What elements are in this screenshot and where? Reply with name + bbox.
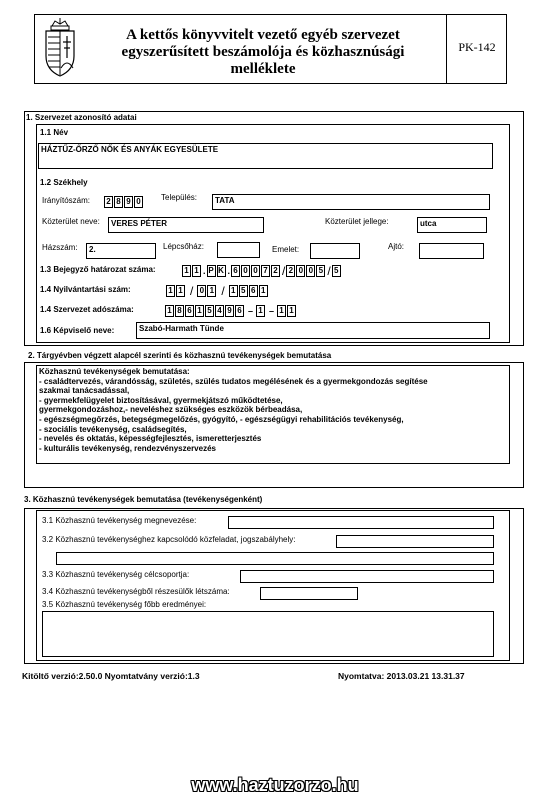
postal-digit[interactable]: 0 bbox=[134, 196, 143, 208]
tax-number-label: 1.4 Szervezet adószáma: bbox=[40, 305, 134, 314]
street-name-field[interactable] bbox=[108, 217, 264, 233]
tax-digit[interactable]: 1 bbox=[165, 305, 174, 317]
registration-char[interactable]: 5 bbox=[316, 265, 325, 277]
tax-digit[interactable]: 5 bbox=[205, 305, 214, 317]
registration-char[interactable]: 1 bbox=[192, 265, 201, 277]
activities-text-area[interactable] bbox=[36, 365, 510, 464]
section3-title: 3. Közhasznú tevékenységek bemutatása (tevékenységenként) bbox=[24, 495, 263, 504]
activity-line: gyermekgondozáshoz,- neveléshez szükséges eszközök bérbeadása, bbox=[39, 405, 303, 415]
tax-digit[interactable]: 6 bbox=[235, 305, 244, 317]
street-type-field[interactable] bbox=[417, 217, 487, 233]
beneficiaries-field[interactable] bbox=[260, 587, 358, 600]
registration-char[interactable]: 1 bbox=[182, 265, 191, 277]
activity-name-field[interactable] bbox=[228, 516, 494, 529]
tax-number-cells bbox=[165, 305, 297, 317]
stairwell-label: Lépcsőház: bbox=[163, 242, 204, 251]
target-group-field[interactable] bbox=[240, 570, 494, 583]
separator-slash: / bbox=[282, 264, 286, 278]
activity-line: - családtervezés, várandósság, születés, szülés tudatos megélésének és a gyermekgondozás segítése bbox=[39, 376, 428, 386]
register-digit[interactable]: 1 bbox=[229, 285, 238, 297]
street-name-label: Közterület neve: bbox=[42, 217, 100, 226]
floor-field[interactable] bbox=[310, 243, 360, 259]
registration-char[interactable]: 5 bbox=[332, 265, 341, 277]
tax-digit[interactable]: 4 bbox=[215, 305, 224, 317]
register-digit[interactable]: 5 bbox=[239, 285, 248, 297]
tax-digit[interactable]: 6 bbox=[185, 305, 194, 317]
registration-char[interactable]: 2 bbox=[286, 265, 295, 277]
target-group-label: 3.3 Közhasznú tevékenység célcsoportja: bbox=[42, 570, 190, 579]
postal-code-label: Irányítószám: bbox=[42, 196, 91, 205]
beneficiaries-label: 3.4 Közhasznú tevékenységből részesülők létszáma: bbox=[42, 587, 230, 596]
postal-code-cells bbox=[104, 196, 144, 208]
registration-char[interactable]: 0 bbox=[306, 265, 315, 277]
tax-digit[interactable]: 1 bbox=[287, 305, 296, 317]
tax-digit[interactable]: 9 bbox=[225, 305, 234, 317]
tax-digit[interactable]: 8 bbox=[175, 305, 184, 317]
registration-char[interactable]: K bbox=[218, 266, 224, 275]
form-title bbox=[88, 27, 438, 78]
separator-dot: . bbox=[203, 266, 206, 276]
city-label: Település: bbox=[161, 193, 198, 202]
house-number-label: Házszám: bbox=[42, 243, 78, 252]
postal-digit[interactable]: 2 bbox=[104, 196, 113, 208]
version-info: Kitöltő verzió:2.50.0 Nyomtatvány verzió:1.3 bbox=[22, 671, 200, 681]
registration-char[interactable]: 0 bbox=[251, 265, 260, 277]
house-number-value: 2. bbox=[89, 245, 96, 254]
activity-line: - szociális tevékenység, családsegítés, bbox=[39, 424, 187, 434]
street-name-value: VERES PÉTER bbox=[111, 219, 168, 228]
separator-slash: / bbox=[327, 264, 331, 278]
form-title-line1: A kettős könyvvitelt vezető egyéb szervezet bbox=[126, 27, 400, 43]
registration-char[interactable]: 0 bbox=[296, 265, 305, 277]
representative-value: Szabó-Harmath Tünde bbox=[139, 324, 224, 333]
section1-title: 1. Szervezet azonosító adatai bbox=[26, 113, 137, 122]
separator-slash: / bbox=[221, 284, 225, 298]
register-digit[interactable]: 1 bbox=[166, 285, 175, 297]
tax-digit[interactable]: 1 bbox=[277, 305, 286, 317]
results-field[interactable] bbox=[42, 611, 494, 657]
public-task-field[interactable] bbox=[336, 535, 494, 548]
register-number-label: 1.4 Nyilvántartási szám: bbox=[40, 285, 131, 294]
seat-label: 1.2 Székhely bbox=[40, 178, 88, 187]
register-digit[interactable]: 0 bbox=[197, 285, 206, 297]
registration-label: 1.3 Bejegyző határozat száma: bbox=[40, 265, 156, 274]
door-field[interactable] bbox=[419, 243, 484, 259]
register-digit[interactable]: 1 bbox=[207, 285, 216, 297]
tax-digit[interactable]: 1 bbox=[195, 305, 204, 317]
website-watermark[interactable]: www.haztuzorzo.hu bbox=[191, 775, 359, 795]
register-number-cells bbox=[166, 285, 269, 297]
section2-title: 2. Tárgyévben végzett alapcél szerinti és közhasznú tevékenységek bemutatása bbox=[28, 351, 332, 360]
name-label: 1.1 Név bbox=[40, 128, 69, 137]
separator-dash: – bbox=[248, 306, 254, 316]
registration-char[interactable]: 0 bbox=[241, 265, 250, 277]
tax-digit[interactable]: 1 bbox=[256, 305, 265, 317]
registration-char[interactable]: 6 bbox=[231, 265, 240, 277]
register-digit[interactable]: 1 bbox=[176, 285, 185, 297]
activity-line: - nevelés és oktatás, képességfejlesztés, ismeretterjesztés bbox=[39, 434, 262, 444]
form-code: PK-142 bbox=[458, 40, 496, 54]
separator-dot: . bbox=[227, 266, 231, 276]
registration-char[interactable]: 2 bbox=[271, 265, 280, 277]
city-field[interactable] bbox=[212, 194, 490, 210]
results-label: 3.5 Közhasznú tevékenység főbb eredményei: bbox=[42, 600, 207, 609]
organization-name-field[interactable] bbox=[38, 143, 493, 169]
registration-char[interactable]: P bbox=[208, 266, 214, 275]
activity-line: - egészségmegőrzés, betegségmegelőzés, gyógyító, - egészségügyi rehabilitációs tevékenység, bbox=[39, 414, 404, 424]
registration-number-cells bbox=[182, 265, 342, 277]
floor-label: Emelet: bbox=[272, 245, 300, 254]
print-timestamp: Nyomtatva: 2013.03.21 13.31.37 bbox=[338, 671, 465, 681]
public-task-label: 3.2 Közhasznú tevékenységhez kapcsolódó közfeladat, jogszabályhely: bbox=[42, 535, 296, 544]
activity-line: - gyermekfelügyelet biztosításával, gyermekjátszó működtetése, bbox=[39, 395, 283, 405]
form-title-line2: egyszerűsített beszámolója és közhasznúsági melléklete bbox=[121, 44, 405, 77]
register-digit[interactable]: 6 bbox=[249, 285, 258, 297]
register-digit[interactable]: 1 bbox=[259, 285, 268, 297]
city-value: TATA bbox=[215, 196, 235, 205]
activity-line: - kulturális tevékenység, rendezvényszervezés bbox=[39, 443, 216, 453]
postal-digit[interactable]: 9 bbox=[124, 196, 133, 208]
coat-of-arms-icon bbox=[40, 18, 80, 80]
street-type-value: utca bbox=[420, 219, 437, 228]
representative-field[interactable] bbox=[136, 322, 490, 339]
activity-name-label: 3.1 Közhasznú tevékenység megnevezése: bbox=[42, 516, 197, 525]
registration-char[interactable]: 7 bbox=[261, 265, 270, 277]
activity-line: Közhasznú tevékenységek bemutatása: bbox=[39, 367, 190, 376]
door-label: Ajtó: bbox=[388, 242, 405, 251]
stairwell-field[interactable] bbox=[217, 242, 260, 258]
separator-slash: / bbox=[190, 284, 194, 298]
organization-name-value: HÁZTŰZ-ŐRZŐ NŐK ÉS ANYÁK EGYESÜLETE bbox=[41, 145, 219, 154]
representative-label: 1.6 Képviselő neve: bbox=[40, 326, 115, 335]
house-number-field[interactable] bbox=[86, 243, 156, 259]
activity-line: szakmai tanácsadással, bbox=[39, 386, 130, 396]
street-type-label: Közterület jellege: bbox=[325, 217, 389, 226]
postal-digit[interactable]: 8 bbox=[114, 196, 123, 208]
public-task-field-continued[interactable] bbox=[56, 552, 494, 565]
separator-dash: – bbox=[269, 306, 275, 316]
